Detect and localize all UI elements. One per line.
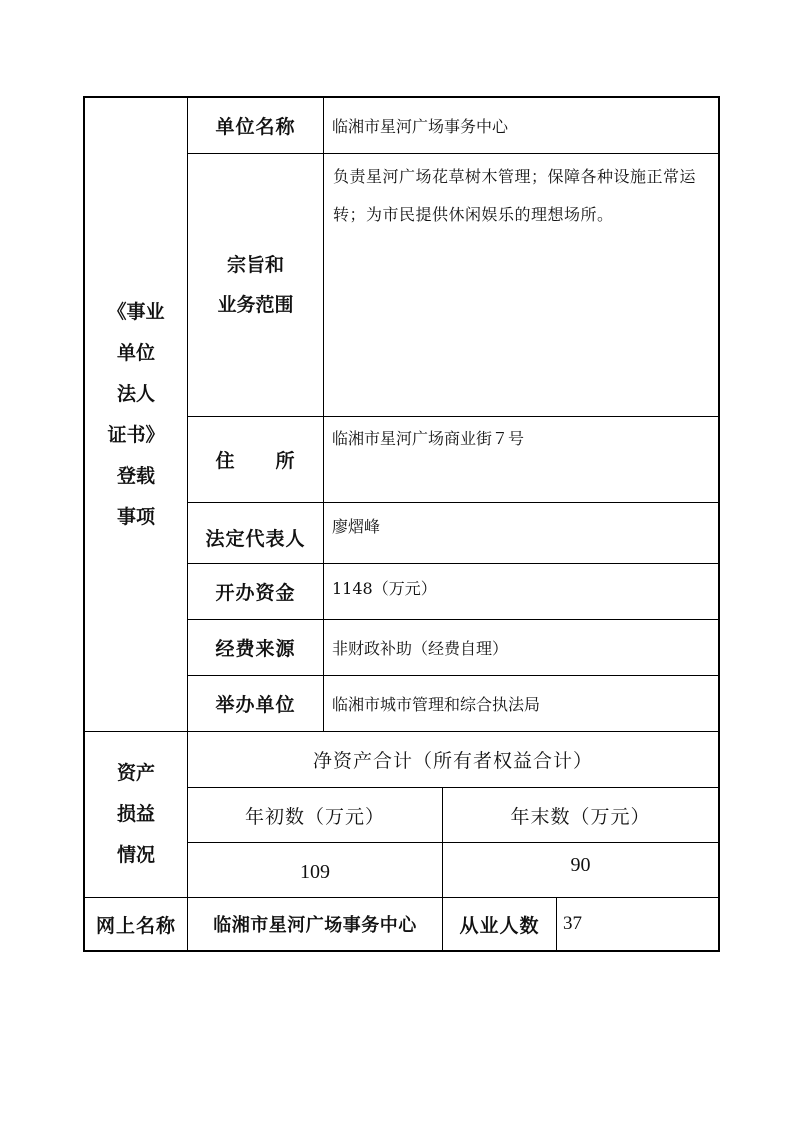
unit-name-value: 临湘市星河广场事务中心 [332, 117, 509, 136]
legal-rep-value: 廖熠峰 [332, 517, 381, 536]
online-name-value: 临湘市星河广场事务中心 [213, 915, 417, 936]
assets-label-line: 情况 [116, 844, 155, 866]
table-border-right [718, 96, 720, 952]
purpose-label-line: 业务范围 [217, 294, 294, 316]
staff-count-label: 从业人数 [459, 914, 540, 937]
group-label-line: 单位 [116, 341, 155, 364]
group-label-line: 证书》 [107, 423, 165, 446]
purpose-label-line: 宗旨和 [226, 254, 284, 276]
assets-label-line: 资产 [116, 762, 155, 784]
end-year-value: 90 [570, 853, 591, 876]
sponsor-label: 举办单位 [215, 694, 296, 716]
begin-year-value: 109 [300, 860, 330, 883]
funding-value: 非财政补助（经费自理） [332, 639, 509, 658]
unit-name-label: 单位名称 [215, 116, 296, 138]
online-name-label: 网上名称 [95, 914, 176, 937]
group-label-line: 法人 [116, 382, 155, 405]
registration-group-label [85, 97, 187, 732]
capital-label: 开办资金 [215, 582, 296, 604]
legal-rep-label: 法定代表人 [205, 527, 306, 550]
assets-group-label [85, 732, 187, 897]
table-border-bottom [83, 950, 720, 952]
sponsor-value: 临湘市城市管理和综合执法局 [332, 695, 541, 714]
group-label-line: 《事业 [107, 300, 165, 323]
funding-label: 经费来源 [215, 638, 296, 660]
purpose-value: 负责星河广场花草树木管理；保障各种设施正常运转；为市民提供休闲娱乐的理想场所。 [333, 167, 697, 224]
end-year-label: 年末数（万元） [510, 805, 651, 828]
net-assets-header: 净资产合计（所有者权益合计） [312, 750, 593, 772]
address-value: 临湘市星河广场商业街７号 [332, 429, 525, 448]
purpose-label [188, 154, 323, 416]
capital-value: 1148（万元） [332, 579, 437, 598]
begin-year-label: 年初数（万元） [244, 805, 385, 828]
assets-label-line: 损益 [116, 803, 155, 825]
group-label-line: 登载 [116, 464, 155, 487]
staff-count-value: 37 [563, 913, 582, 934]
group-label-line: 事项 [116, 505, 155, 528]
address-label: 住 所 [215, 450, 296, 472]
